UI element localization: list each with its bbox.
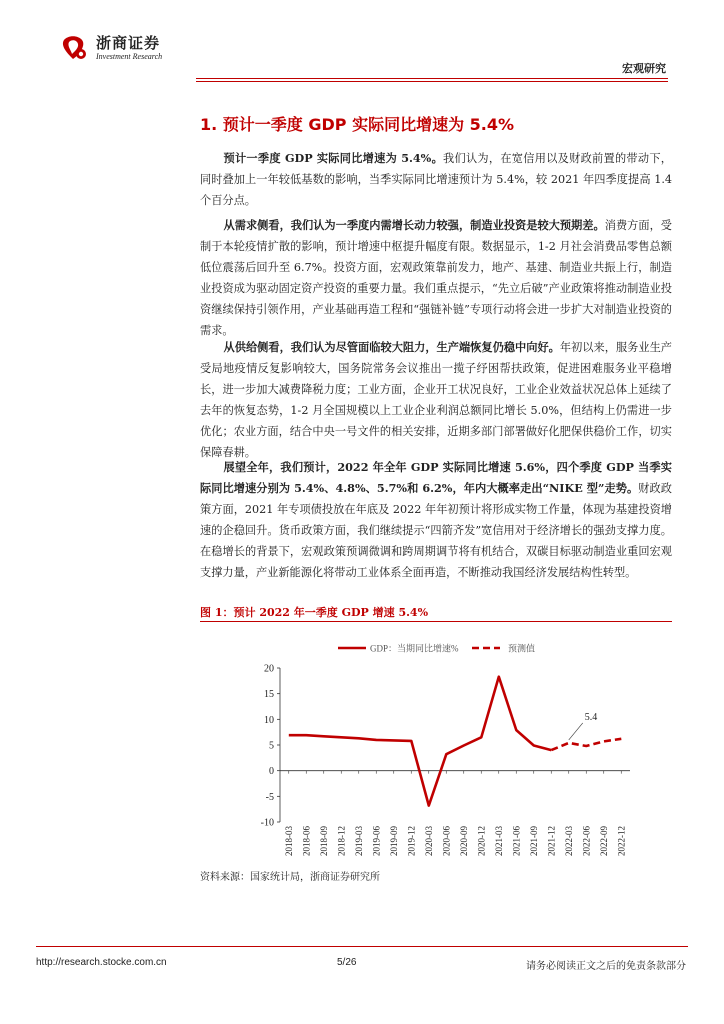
paragraph-1 [200, 148, 672, 211]
x-tick-label: 2021-12 [546, 826, 557, 856]
x-tick-label: 2022-06 [581, 826, 592, 856]
paragraph-1-lead: 预计一季度 GDP 实际同比增速为 5.4%。 [223, 151, 444, 165]
x-tick-label: 2018-03 [283, 826, 294, 856]
header-rule-thin [196, 81, 668, 82]
y-tick-label: 15 [264, 689, 274, 701]
paragraph-4 [200, 457, 672, 583]
logo [60, 34, 162, 62]
x-tick-label: 2018-09 [318, 826, 329, 856]
y-tick-label: 20 [264, 663, 274, 675]
legend-label-2: 预测值 [508, 643, 536, 654]
series-line-1 [289, 677, 552, 806]
paragraph-4-lead: 展望全年，我们预计，2022 年全年 GDP 实际同比增速 5.6%，四个季度 GDP 当季实际同比增速分别为 5.4%、4.8%、5.7%和 6.2%，年内大概率走出“NIKE 型”走势。 [200, 460, 672, 495]
section-title: 1. 预计一季度 GDP 实际同比增速为 5.4% [200, 115, 515, 134]
paragraph-2 [200, 215, 672, 341]
page-number: 5/26 [337, 957, 357, 968]
gdp-line-chart [200, 626, 672, 866]
x-tick-label: 2020-12 [476, 826, 487, 856]
y-tick-label: 5 [269, 740, 274, 752]
footer-rule [36, 946, 688, 947]
x-tick-label: 2019-03 [353, 826, 364, 856]
footer-disclaimer: 请务必阅读正文之后的免责条款部分 [526, 961, 686, 972]
x-tick-label: 2022-03 [563, 826, 574, 856]
series-line-2 [551, 739, 621, 750]
figure-source: 资料来源：国家统计局，浙商证券研究所 [200, 872, 380, 883]
y-tick-label: -5 [265, 791, 274, 803]
logo-en: Investment Research [96, 51, 163, 61]
x-tick-label: 2018-12 [336, 826, 347, 856]
x-tick-label: 2019-09 [388, 826, 399, 856]
y-tick-label: 10 [264, 714, 274, 726]
paragraph-2-lead: 从需求侧看，我们认为一季度内需增长动力较强，制造业投资是较大预期差。 [223, 218, 605, 232]
paragraph-4-body: 财政政策方面，2021 年专项债投放在年底及 2022 年年初预计将形成实物工作量，体现为基建投资增速的企稳回升。货币政策方面，我们继续提示“四箭齐发”宽信用对于经济增长的强劲支撑力度。在稳增长的背景下，宏观政策预调微调和跨周期调节将有机结合，双碳目标驱动制造业重回宏观支撑力量，产业新能源化将带动工业体系全面再造，不断推动我国经济发展结构性转型。 [200, 482, 672, 579]
page-header [0, 0, 724, 80]
paragraph-1-body: 我们认为，在宽信用以及财政前置的带动下，同时叠加上一年较低基数的影响，当季实际同比增速预计为 5.4%，较 2021 年四季度提高 1.4 个百分点。 [200, 152, 672, 207]
x-tick-label: 2020-09 [458, 826, 469, 856]
y-tick-label: -10 [260, 817, 274, 829]
x-tick-label: 2021-06 [511, 826, 522, 856]
x-tick-label: 2020-06 [441, 826, 452, 856]
logo-icon [60, 34, 90, 62]
header-rule [196, 78, 668, 79]
figure-rule [200, 621, 672, 622]
x-tick-label: 2019-12 [406, 826, 417, 856]
paragraph-3-lead: 从供给侧看，我们认为尽管面临较大阻力，生产端恢复仍稳中向好。 [223, 340, 560, 354]
y-tick-label: 0 [269, 766, 274, 778]
x-tick-label: 2020-03 [423, 826, 434, 856]
report-type: 宏观研究 [622, 62, 666, 75]
x-tick-label: 2021-09 [528, 826, 539, 856]
logo-cn: 浙商证券 [96, 33, 161, 52]
paragraph-3 [200, 337, 672, 463]
x-tick-label: 2022-12 [616, 826, 627, 856]
x-tick-label: 2021-03 [493, 826, 504, 856]
annotation-label: 5.4 [584, 711, 598, 723]
annotation-leader [569, 723, 583, 740]
figure-title: 图 1：预计 2022 年一季度 GDP 增速 5.4% [200, 606, 429, 619]
legend-label-1: GDP：当期同比增速% [370, 643, 459, 654]
footer-url[interactable]: http://research.stocke.com.cn [36, 957, 167, 968]
paragraph-2-body: 消费方面，受制于本轮疫情扩散的影响，预计增速中枢提升幅度有限。数据显示，1-2 月社会消费品零售总额低位震荡后回升至 6.7%。投资方面，宏观政策靠前发力，地产、基建、制造业共振上行，制造业投资成为驱动固定资产投资的重要力量。我们重点提示，“先立后破”产业政策将推动制造业投资继续保持引领作用，产业基础再造工程和“强链补链”专项行动将会进一步扩大对制造业投资的需求。 [200, 219, 672, 337]
x-tick-label: 2018-06 [301, 826, 312, 856]
x-tick-label: 2019-06 [371, 826, 382, 856]
paragraph-3-body: 年初以来，服务业生产受局地疫情反复影响较大，国务院常务会议推出一揽子纾困帮扶政策，促进困难服务业平稳增长，进一步加大减费降税力度；工业方面，企业开工状况良好，工业企业效益状况总体上延续了去年的恢复态势，1-2 月全国规模以上工业企业利润总额同比增长 5.0%，但结构上仍需进一步优化；农业方面，结合中央一号文件的相关安排，近期多部门部署做好化肥保供稳价工作，切实保障春耕。 [200, 341, 672, 459]
x-tick-label: 2022-09 [598, 826, 609, 856]
